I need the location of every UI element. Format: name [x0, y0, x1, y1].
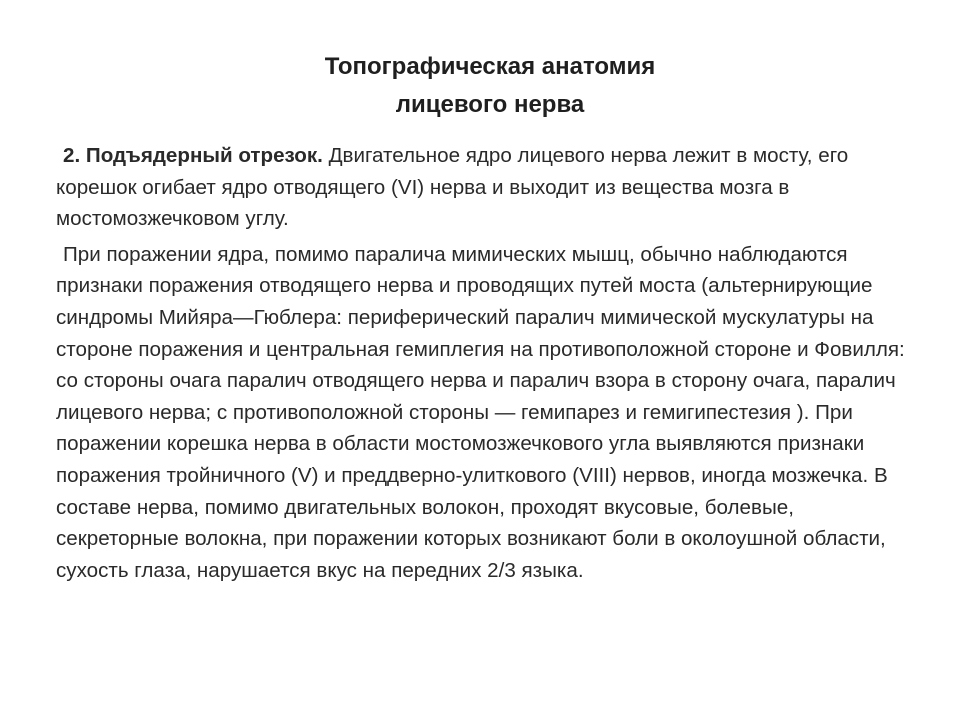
paragraph-subnuclear-segment [56, 140, 916, 235]
paragraph-lesion-description: При поражении ядра, помимо паралича мимических мышц, обычно наблюдаются признаки поражения отводящего нерва и проводящих путей моста (альтернирующие синдромы Мийяра—Гюблера: периферический паралич мимической мускулатуры на стороне поражения и центральная гемиплегия на противоположной стороне и Фовилля: со стороны очага паралич отводящего нерва и паралич взора в сторону очага, паралич лицевого нерва; с противоположной стороны — гемипарез и гемигипестезия ). При поражении корешка нерва в области мостомозжечкового угла выявляются признаки поражения тройничного (V) и преддверно-улиткового (VIII) нервов, иногда мозжечка. В составе нерва, помимо двигательных волокон, проходят вкусовые, болевые, секреторные волокна, при поражении которых возникают боли в околоушной области, сухость глаза, нарушается вкус на передних 2/3 языка. [56, 242, 905, 582]
paragraph-lead: 2. Подъядерный отрезок. [63, 144, 323, 167]
slide-title [180, 48, 800, 124]
paragraph-text: Двигательное ядро лицевого нерва лежит в мосту, его корешок огибает ядро отводящего (VI) нерва и выходит из вещества мозга в мостомозжечковом углу. [56, 144, 849, 231]
title-line-2: лицевого нерва [395, 91, 585, 118]
slide-body [56, 140, 916, 586]
title-line-1: Топографическая анатомия [324, 53, 656, 80]
